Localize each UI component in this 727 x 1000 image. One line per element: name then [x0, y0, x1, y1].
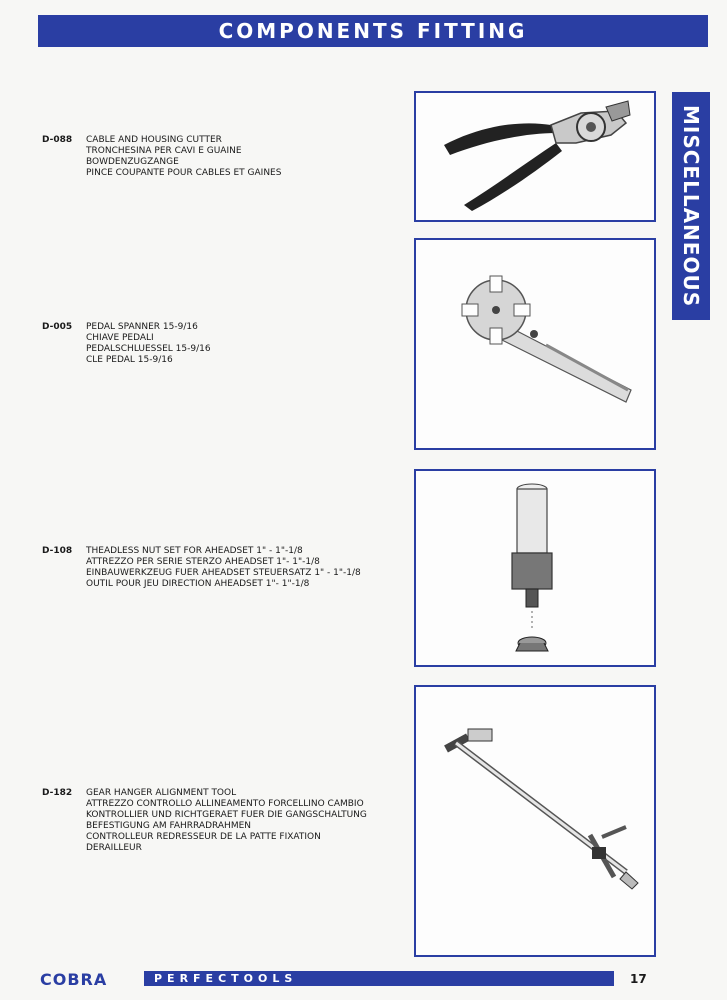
- description-line: TRONCHESINA PER CAVI E GUAINE: [86, 146, 242, 156]
- description-line: CHIAVE PEDALI: [86, 333, 154, 343]
- description-line: KONTROLLIER UND RICHTGERAET FUER DIE GANGSCHALTUNG: [86, 810, 367, 820]
- footer-label: PERFECTOOLS: [154, 972, 298, 985]
- description-line: GEAR HANGER ALIGNMENT TOOL: [86, 788, 237, 798]
- star-nut-setter-icon: [416, 471, 654, 665]
- cable-cutter-pliers-icon: [416, 93, 654, 220]
- description-line: THEADLESS NUT SET FOR AHEADSET 1" - 1"-1/8: [86, 546, 303, 556]
- description-line: DERAILLEUR: [86, 843, 142, 853]
- description-line: BEFESTIGUNG AM FAHRRADRAHMEN: [86, 821, 252, 831]
- product-code: D-182: [42, 788, 73, 798]
- header-bar: [38, 15, 708, 47]
- product-photo-frame: [414, 685, 656, 957]
- description-line: PEDAL SPANNER 15-9/16: [86, 322, 198, 332]
- page-number: 17: [630, 972, 647, 986]
- product-code: D-005: [42, 322, 73, 332]
- description-line: PINCE COUPANTE POUR CABLES ET GAINES: [86, 168, 282, 178]
- product-description: [86, 322, 211, 366]
- description-line: BOWDENZUGZANGE: [86, 157, 179, 167]
- footer-bar: [144, 971, 614, 986]
- section-label: MISCELLANEOUS: [679, 104, 703, 308]
- product-description: [86, 135, 281, 179]
- description-line: EINBAUWERKZEUG FUER AHEADSET STEUERSATZ 1" - 1"-1/8: [86, 568, 361, 578]
- description-line: ATTREZZO PER SERIE STERZO AHEADSET 1"- 1"-1/8: [86, 557, 320, 567]
- product-photo-frame: [414, 238, 656, 450]
- product-photo-frame: [414, 91, 656, 222]
- product-photo-frame: [414, 469, 656, 667]
- product-code: D-088: [42, 135, 73, 145]
- section-side-tab: [672, 92, 710, 320]
- product-description: [86, 788, 367, 854]
- gear-hanger-alignment-tool-icon: [416, 687, 654, 955]
- pedal-spanner-icon: [416, 240, 654, 448]
- product-description: [86, 546, 361, 590]
- description-line: OUTIL POUR JEU DIRECTION AHEADSET 1"- 1"-1/8: [86, 579, 310, 589]
- brand-logo: COBRA: [40, 970, 108, 989]
- product-code: D-108: [42, 546, 73, 556]
- description-line: CONTROLLEUR REDRESSEUR DE LA PATTE FIXATION: [86, 832, 321, 842]
- description-line: CLE PEDAL 15-9/16: [86, 355, 173, 365]
- description-line: CABLE AND HOUSING CUTTER: [86, 135, 222, 145]
- description-line: PEDALSCHLUESSEL 15-9/16: [86, 344, 211, 354]
- page-title: COMPONENTS FITTING: [218, 19, 528, 43]
- description-line: ATTREZZO CONTROLLO ALLINEAMENTO FORCELLINO CAMBIO: [86, 799, 364, 809]
